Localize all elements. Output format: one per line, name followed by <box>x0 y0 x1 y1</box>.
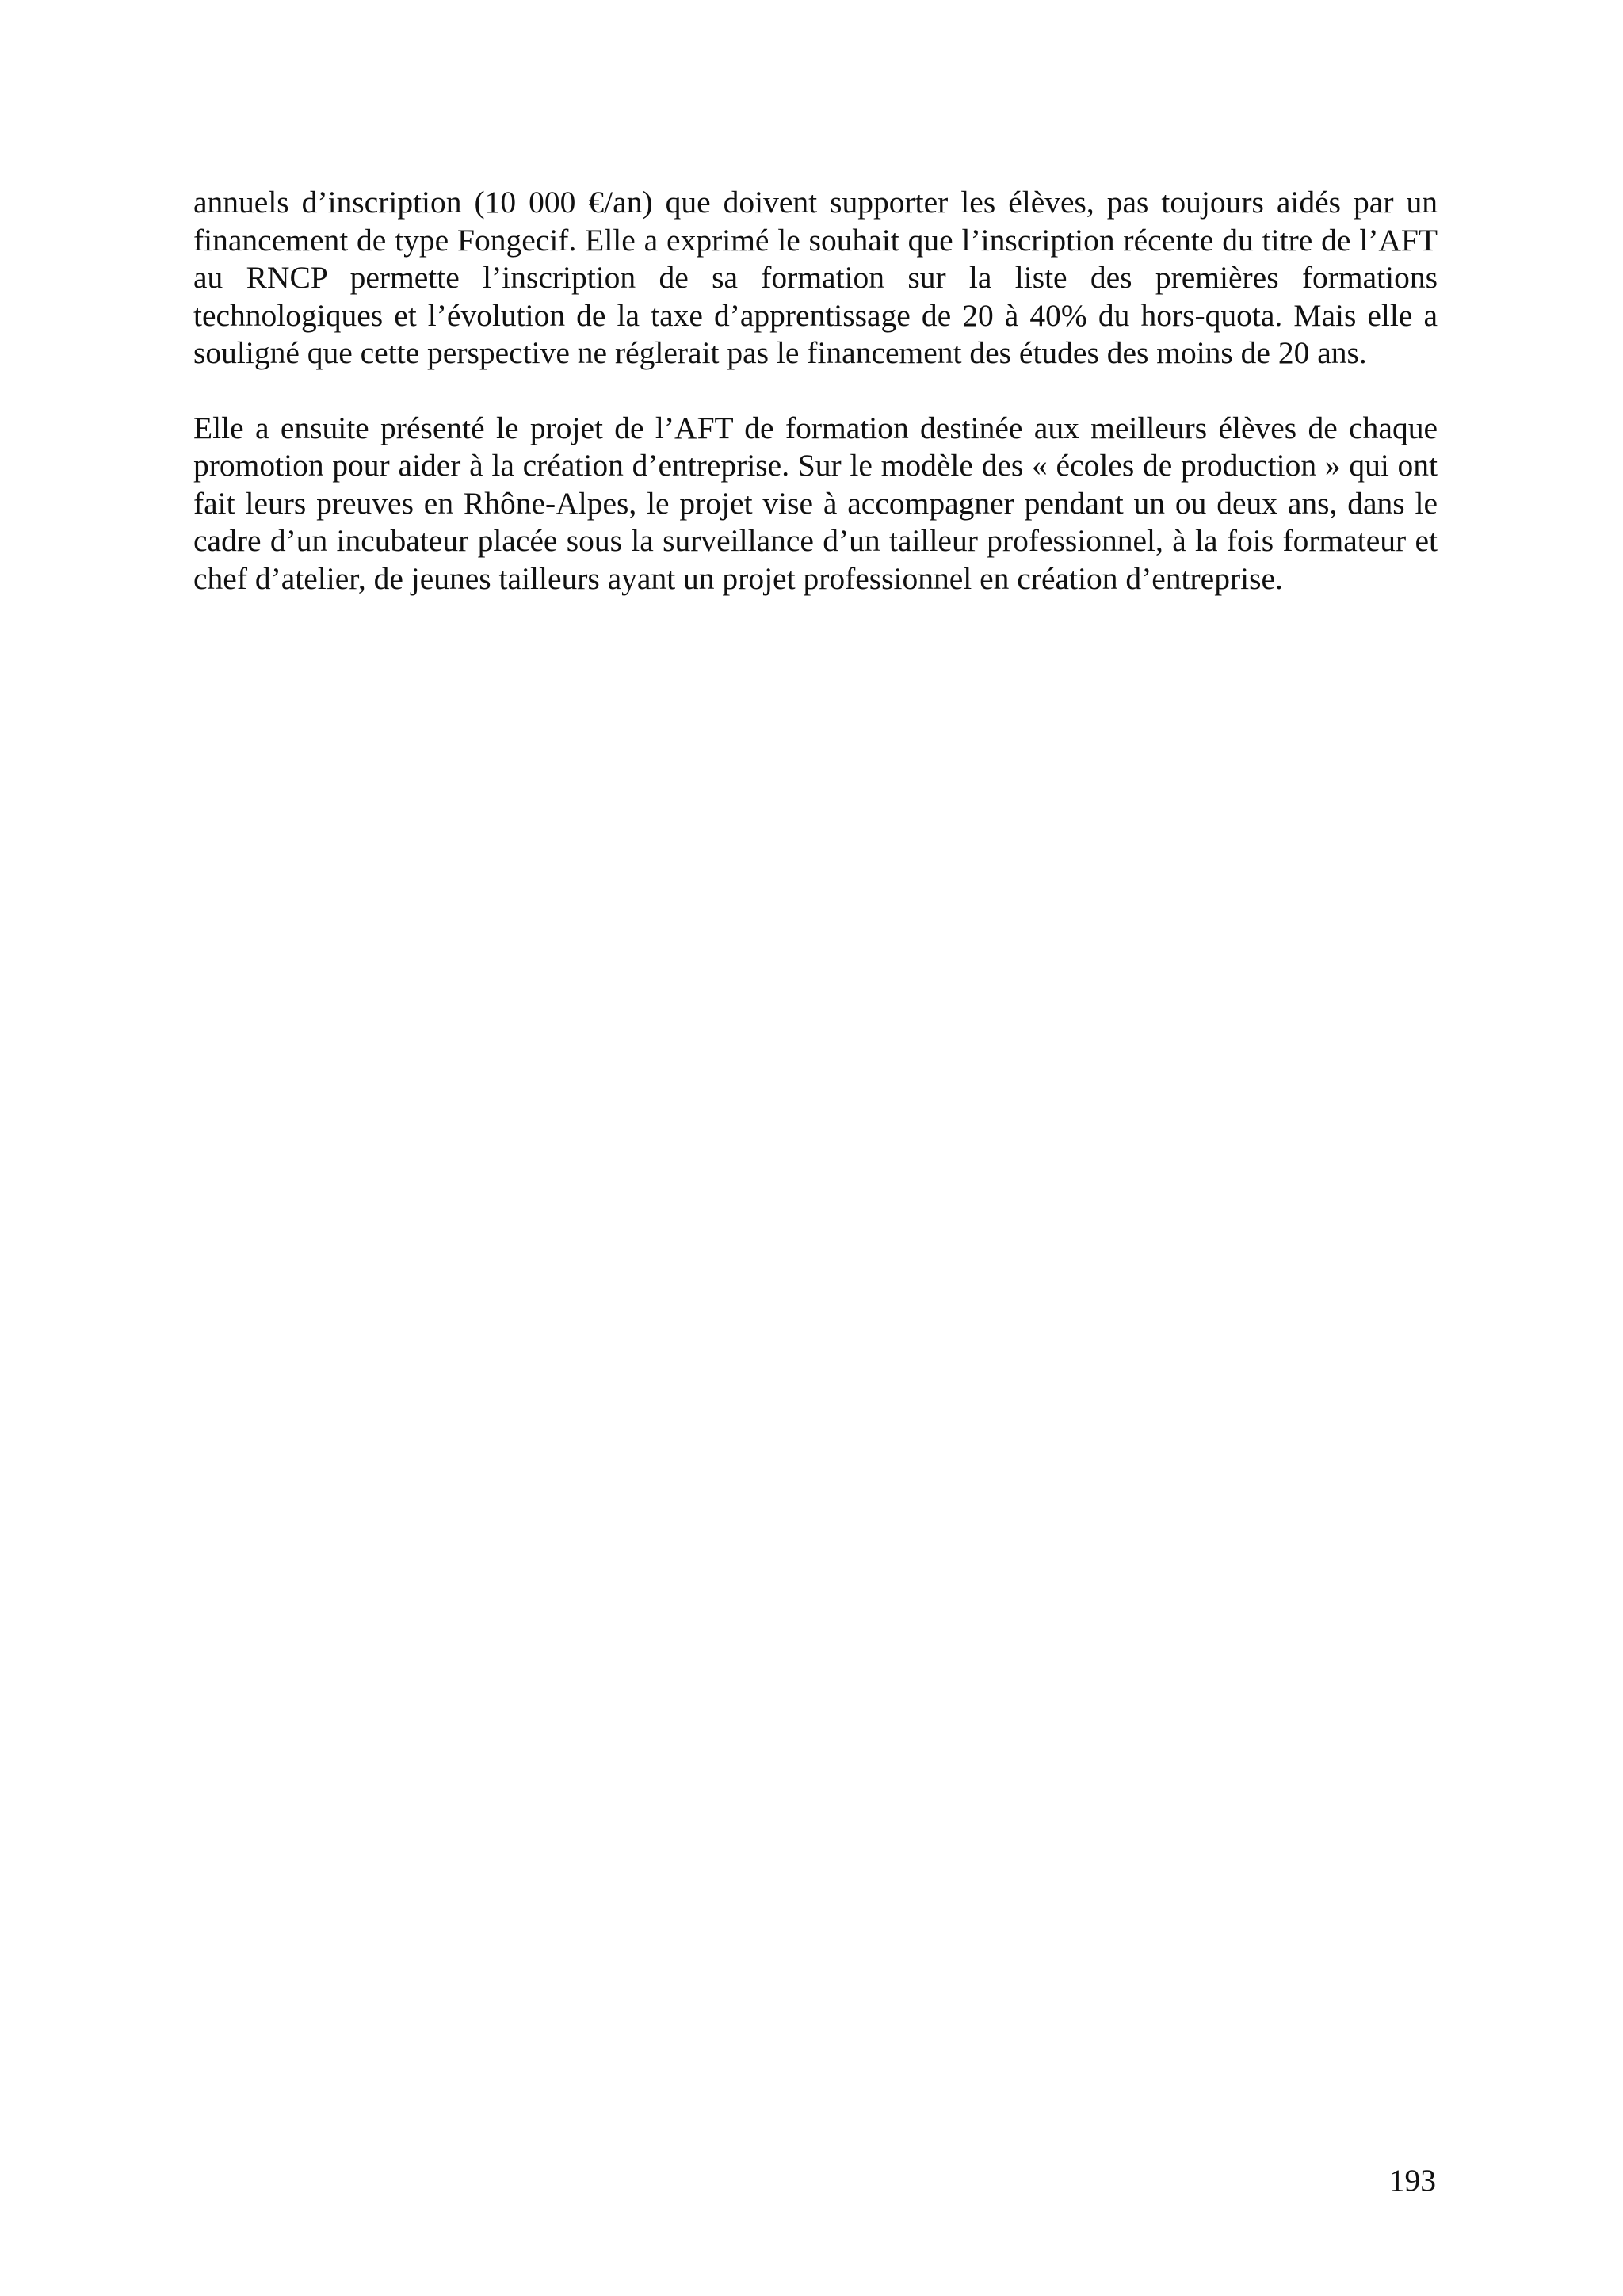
body-text <box>193 184 1438 598</box>
page-number: 193 <box>1388 2163 1436 2198</box>
paragraph-inscription-funding: annuels d’inscription (10 000 €/an) que doivent supporter les élèves, pas toujours aidés par un financement de type Fongecif. Elle a exprimé le souhait que l’inscription récente du titre de l’AFT au RNCP permette l’inscription de sa formation sur la liste des premières formations technologiques et l’évolution de la taxe d’apprentissage de 20 à 40% du hors-quota. Mais elle a souligné que cette perspective ne réglerait pas le financement des études des moins de 20 ans. <box>193 185 1438 370</box>
paragraph-entrepreneurship-project: Elle a ensuite présenté le projet de l’AFT de formation destinée aux meilleurs élèves de chaque promotion pour aider à la création d’entreprise. Sur le modèle des « écoles de production » qui ont fait leurs preuves en Rhône-Alpes, le projet vise à accompagner pendant un ou deux ans, dans le cadre d’un incubateur placée sous la surveillance d’un tailleur professionnel, à la fois formateur et chef d’atelier, de jeunes tailleurs ayant un projet professionnel en création d’entreprise. <box>193 410 1438 596</box>
